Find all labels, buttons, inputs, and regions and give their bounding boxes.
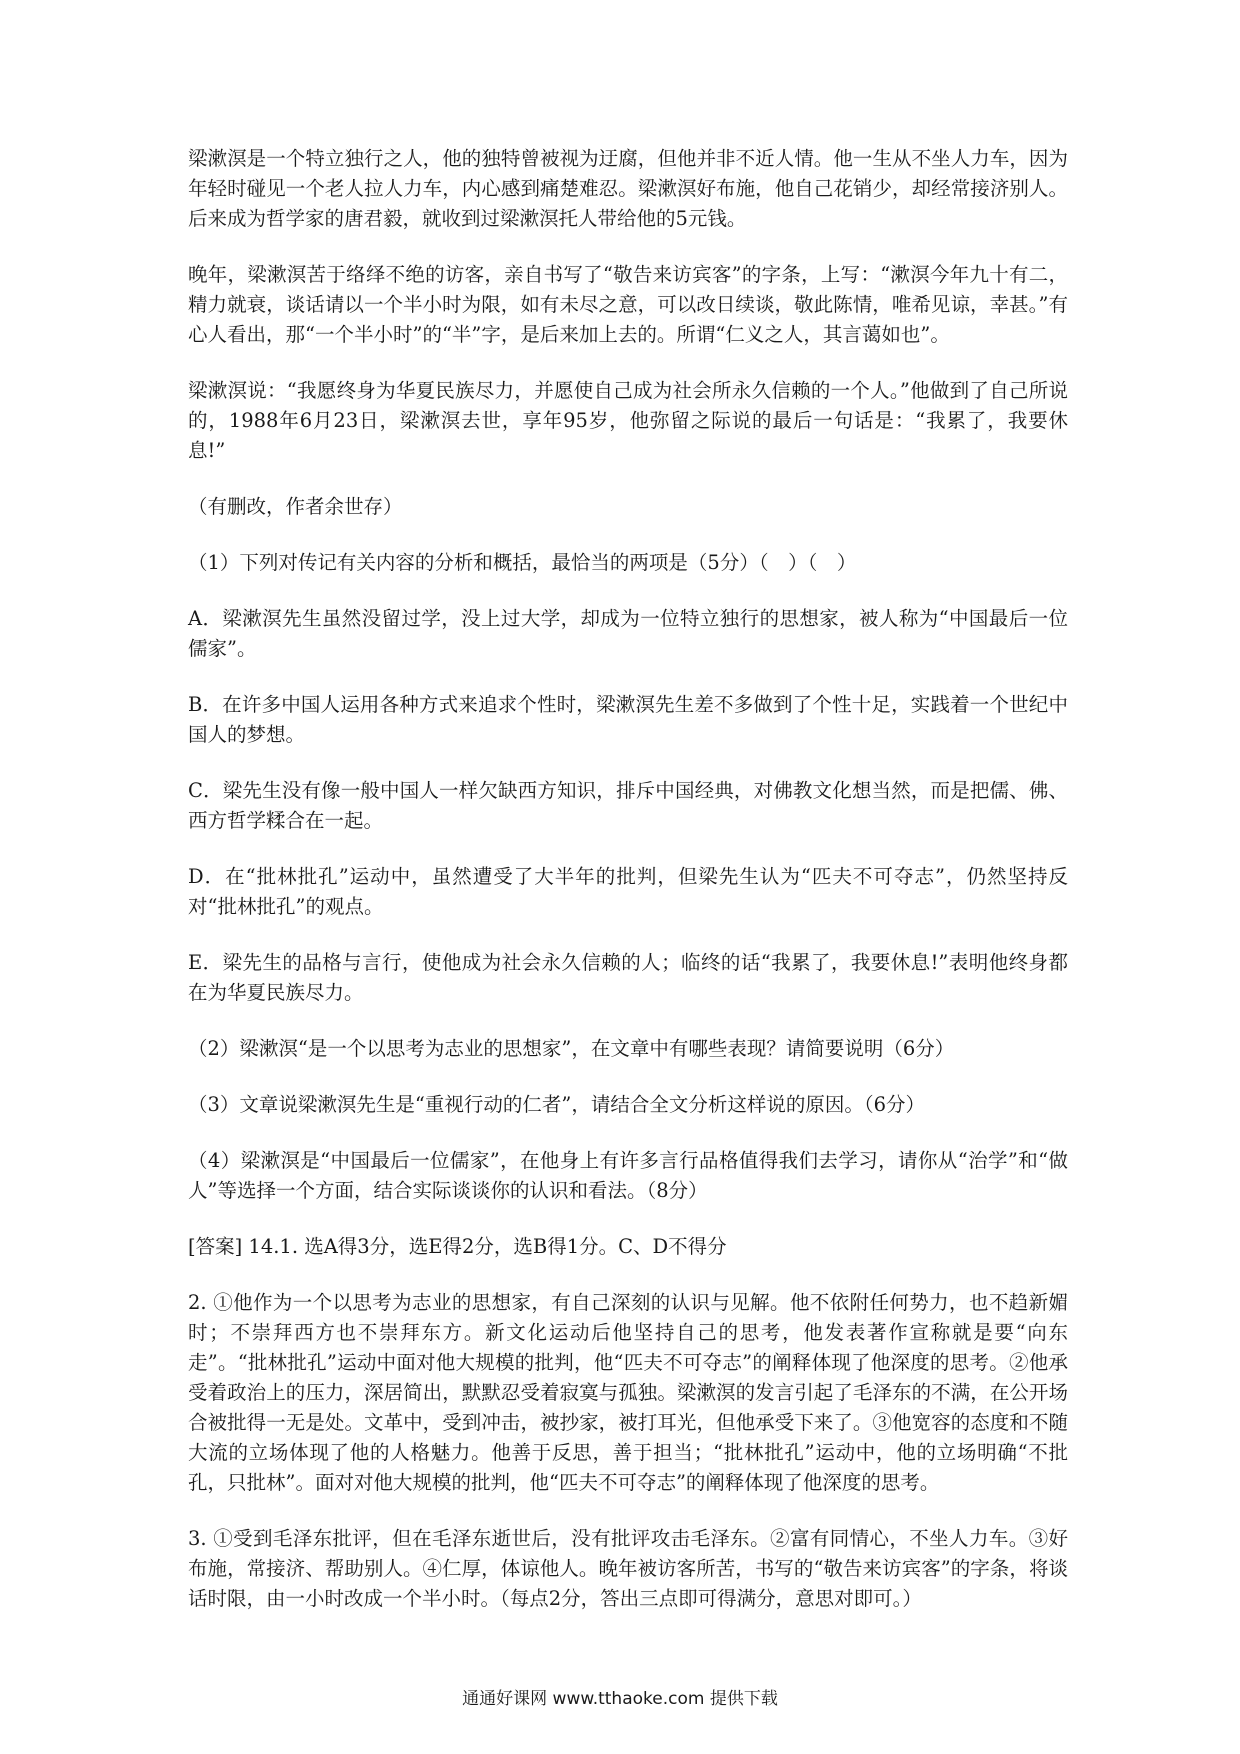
option-a: A．梁漱溟先生虽然没留过学，没上过大学，却成为一位特立独行的思想家，被人称为“中国最后一位儒家”。 <box>188 607 1068 660</box>
question-3: （3）文章说梁漱溟先生是“重视行动的仁者”，请结合全文分析这样说的原因。（6分） <box>188 1093 926 1116</box>
paragraph-last-words: 梁漱溟说：“我愿终身为华夏民族尽力，并愿使自己成为社会所永久信赖的一个人。”他做到了自己所说的，1988年6月23日，梁漱溟去世，享年95岁，他弥留之际说的最后一句话是：“我累了，我要休息!” <box>188 379 1068 462</box>
source-note: （有删改，作者余世存） <box>188 495 403 518</box>
option-c: C．梁先生没有像一般中国人一样欠缺西方知识，排斥中国经典，对佛教文化想当然，而是把儒、佛、西方哲学糅合在一起。 <box>188 779 1068 832</box>
question-2: （2）梁漱溟“是一个以思考为志业的思想家”，在文章中有哪些表现？请简要说明（6分） <box>188 1037 955 1060</box>
document-body <box>188 144 1068 1640</box>
paragraph-character: 梁漱溟是一个特立独行之人，他的独特曾被视为迂腐，但他并非不近人情。他一生从不坐人力车，因为年轻时碰见一个老人拉人力车，内心感到痛楚难忍。梁漱溟好布施，他自己花销少，却经常接济别人。后来成为哲学家的唐君毅，就收到过梁漱溟托人带给他的5元钱。 <box>188 147 1068 230</box>
answer-1: [答案] 14.1. 选A得3分，选E得2分，选B得1分。C、D不得分 <box>188 1235 727 1258</box>
paragraph-visitor-note: 晚年，梁漱溟苦于络绎不绝的访客，亲自书写了“敬告来访宾客”的字条，上写：“漱溟今年九十有二，精力就衰，谈话请以一个半小时为限，如有未尽之意，可以改日续谈，敬此陈情，唯希见谅，幸甚。”有心人看出，那“一个半小时”的“半”字，是后来加上去的。所谓“仁义之人，其言蔼如也”。 <box>188 263 1068 346</box>
question-4: （4）梁漱溟是“中国最后一位儒家”，在他身上有许多言行品格值得我们去学习，请你从“治学”和“做人”等选择一个方面，结合实际谈谈你的认识和看法。（8分） <box>188 1149 1068 1202</box>
option-b: B．在许多中国人运用各种方式来追求个性时，梁漱溟先生差不多做到了个性十足，实践着一个世纪中国人的梦想。 <box>188 693 1068 746</box>
question-1: （1）下列对传记有关内容的分析和概括，最恰当的两项是（5分）（ ）（ ） <box>188 551 857 574</box>
page-footer: 通通好课网 www.tthaoke.com 提供下载 <box>462 1689 778 1709</box>
answer-2: 2. ①他作为一个以思考为志业的思想家，有自己深刻的认识与见解。他不依附任何势力，也不趋新媚时；不崇拜西方也不崇拜东方。新文化运动后他坚持自己的思考，他发表著作宣称就是要“向东走”。“批林批孔”运动中面对他大规模的批判，他“匹夫不可夺志”的阐释体现了他深度的思考。②他承受着政治上的压力，深居简出，默默忍受着寂寞与孤独。梁漱溟的发言引起了毛泽东的不满，在公开场合被批得一无是处。文革中，受到冲击，被抄家，被打耳光，但他承受下来了。③他宽容的态度和不随大流的立场体现了他的人格魅力。他善于反思，善于担当；“批林批孔”运动中，他的立场明确“不批孔，只批林”。面对对他大规模的批判，他“匹夫不可夺志”的阐释体现了他深度的思考。 <box>188 1291 1068 1494</box>
option-e: E．梁先生的品格与言行，使他成为社会永久信赖的人；临终的话“我累了，我要休息!”表明他终身都在为华夏民族尽力。 <box>188 951 1068 1004</box>
answer-3: 3. ①受到毛泽东批评，但在毛泽东逝世后，没有批评攻击毛泽东。②富有同情心，不坐人力车。③好布施，常接济、帮助别人。④仁厚，体谅他人。晚年被访客所苦，书写的“敬告来访宾客”的字条，将谈话时限，由一小时改成一个半小时。（每点2分，答出三点即可得满分，意思对即可。） <box>188 1527 1068 1610</box>
option-d: D．在“批林批孔”运动中，虽然遭受了大半年的批判，但梁先生认为“匹夫不可夺志”，仍然坚持反对“批林批孔”的观点。 <box>188 865 1068 918</box>
